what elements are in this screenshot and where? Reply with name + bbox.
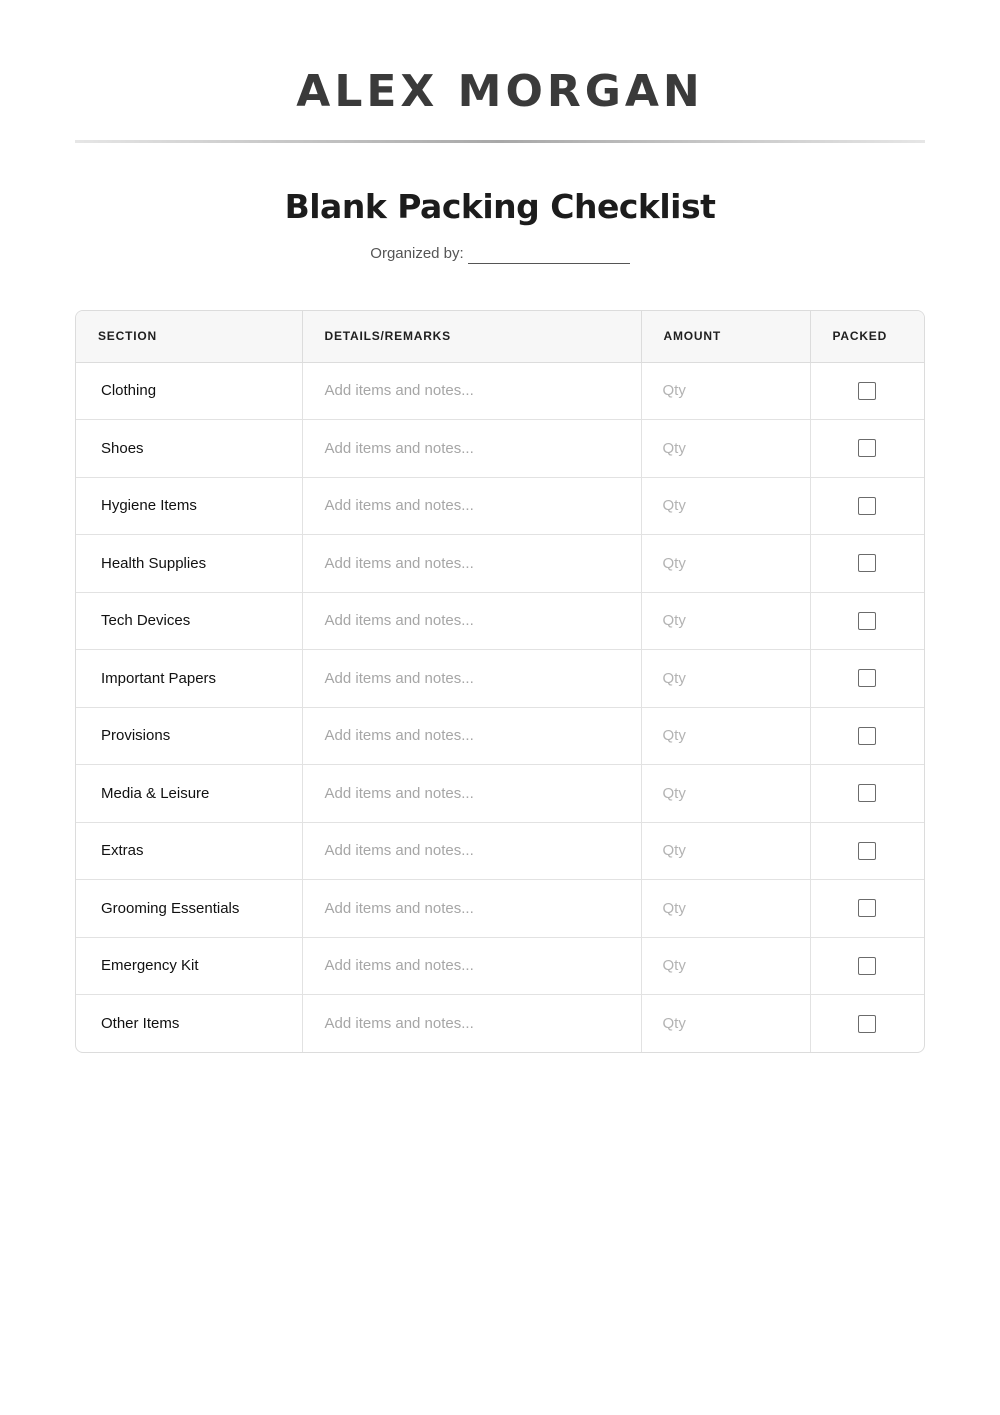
section-name: Extras [76, 822, 302, 880]
table-row [76, 477, 924, 535]
table-row [76, 707, 924, 765]
table-row [76, 650, 924, 708]
column-header-details: DETAILS/REMARKS [302, 311, 641, 362]
table-row [76, 535, 924, 593]
amount-field[interactable]: Qty [641, 592, 810, 650]
details-field[interactable]: Add items and notes... [302, 765, 641, 823]
organizer-field [0, 244, 1000, 264]
packing-table [75, 310, 925, 1053]
details-field[interactable]: Add items and notes... [302, 650, 641, 708]
details-field[interactable]: Add items and notes... [302, 477, 641, 535]
table-row [76, 880, 924, 938]
packed-cell [810, 822, 924, 880]
amount-field[interactable]: Qty [641, 362, 810, 420]
details-field[interactable]: Add items and notes... [302, 995, 641, 1053]
table-row [76, 592, 924, 650]
packed-checkbox[interactable] [858, 554, 876, 572]
column-header-amount: AMOUNT [641, 311, 810, 362]
packed-cell [810, 592, 924, 650]
section-name: Media & Leisure [76, 765, 302, 823]
packed-cell [810, 650, 924, 708]
section-name: Other Items [76, 995, 302, 1053]
packed-checkbox[interactable] [858, 899, 876, 917]
packed-checkbox[interactable] [858, 497, 876, 515]
amount-field[interactable]: Qty [641, 707, 810, 765]
section-name: Provisions [76, 707, 302, 765]
details-field[interactable]: Add items and notes... [302, 822, 641, 880]
details-field[interactable]: Add items and notes... [302, 880, 641, 938]
details-field[interactable]: Add items and notes... [302, 937, 641, 995]
brand-name: ALEX MORGAN [296, 66, 704, 117]
amount-field[interactable]: Qty [641, 995, 810, 1053]
packed-cell [810, 995, 924, 1053]
amount-field[interactable]: Qty [641, 650, 810, 708]
packed-checkbox[interactable] [858, 382, 876, 400]
table-row [76, 765, 924, 823]
section-name: Health Supplies [76, 535, 302, 593]
packed-checkbox[interactable] [858, 842, 876, 860]
section-name: Clothing [76, 362, 302, 420]
packed-cell [810, 362, 924, 420]
packed-checkbox[interactable] [858, 784, 876, 802]
amount-field[interactable]: Qty [641, 535, 810, 593]
section-name: Hygiene Items [76, 477, 302, 535]
packed-cell [810, 880, 924, 938]
organizer-label: Organized by: [370, 245, 464, 262]
header-divider [75, 140, 925, 143]
details-field[interactable]: Add items and notes... [302, 420, 641, 478]
packed-checkbox[interactable] [858, 957, 876, 975]
table-row [76, 995, 924, 1053]
table-header-row [76, 311, 924, 362]
column-header-section: SECTION [76, 311, 302, 362]
amount-field[interactable]: Qty [641, 822, 810, 880]
section-name: Emergency Kit [76, 937, 302, 995]
details-field[interactable]: Add items and notes... [302, 535, 641, 593]
table-row [76, 420, 924, 478]
packed-checkbox[interactable] [858, 439, 876, 457]
table-row [76, 937, 924, 995]
table-row [76, 362, 924, 420]
amount-field[interactable]: Qty [641, 420, 810, 478]
amount-field[interactable]: Qty [641, 880, 810, 938]
amount-field[interactable]: Qty [641, 765, 810, 823]
table-row [76, 822, 924, 880]
packed-checkbox[interactable] [858, 1015, 876, 1033]
packed-checkbox[interactable] [858, 669, 876, 687]
packed-cell [810, 937, 924, 995]
section-name: Grooming Essentials [76, 880, 302, 938]
packed-checkbox[interactable] [858, 727, 876, 745]
document-title: Blank Packing Checklist [284, 187, 716, 226]
details-field[interactable]: Add items and notes... [302, 707, 641, 765]
packed-cell [810, 707, 924, 765]
packed-cell [810, 765, 924, 823]
amount-field[interactable]: Qty [641, 937, 810, 995]
section-name: Important Papers [76, 650, 302, 708]
packed-cell [810, 420, 924, 478]
packed-cell [810, 535, 924, 593]
organizer-input-line[interactable] [468, 249, 630, 264]
details-field[interactable]: Add items and notes... [302, 592, 641, 650]
packed-cell [810, 477, 924, 535]
section-name: Tech Devices [76, 592, 302, 650]
section-name: Shoes [76, 420, 302, 478]
details-field[interactable]: Add items and notes... [302, 362, 641, 420]
amount-field[interactable]: Qty [641, 477, 810, 535]
column-header-packed: PACKED [810, 311, 924, 362]
packed-checkbox[interactable] [858, 612, 876, 630]
